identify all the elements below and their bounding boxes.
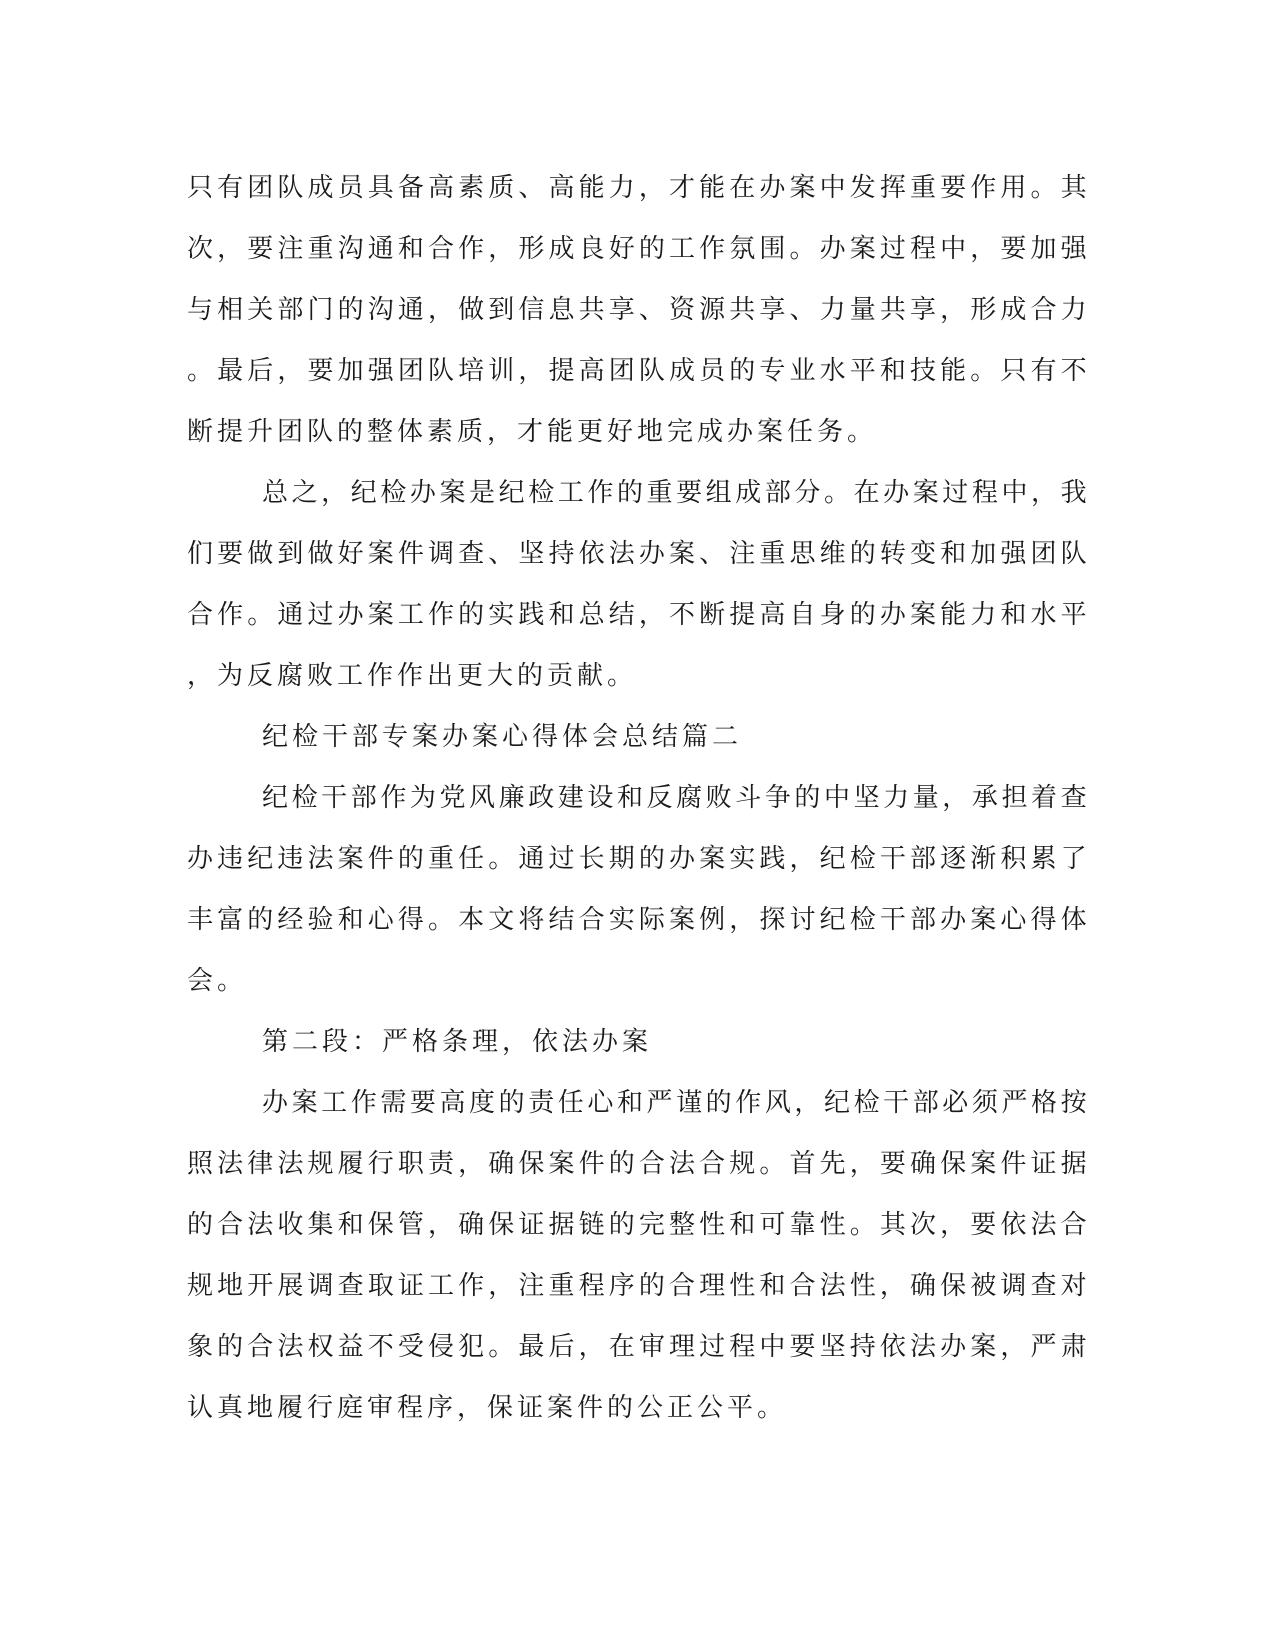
text-line: 丰 富 的 经 验 和 心 得 。 本 文 将 结 合 实 际 案 例 ， 探 讨 纪 检 干 部 办 案 心 得 体 (187, 905, 1087, 935)
document-body (187, 158, 1087, 1439)
text-line: 第二段：严格条理，依法办案 (262, 1027, 653, 1057)
text-line: 次 ， 要 注 重 沟 通 和 合 作 ， 形 成 良 好 的 工 作 氛 围 。 办 案 过 程 中 ， 要 加 强 (187, 234, 1087, 264)
text-line: 合 作 。 通 过 办 案 工 作 的 实 践 和 总 结 ， 不 断 提 高 自 身 的 办 案 能 力 和 水 平 (187, 600, 1087, 630)
text-line: 规 地 开 展 调 查 取 证 工 作 ， 注 重 程 序 的 合 理 性 和 合 法 性 ， 确 保 被 调 查 对 (187, 1271, 1087, 1301)
text-line: ，为反腐败工作作出更大的贡献。 (187, 661, 638, 691)
text-line: 总 之 ， 纪 检 办 案 是 纪 检 工 作 的 重 要 组 成 部 分 。 在 办 案 过 程 中 ， 我 (262, 478, 1087, 508)
text-line: 。 最 后 ， 要 加 强 团 队 培 训 ， 提 高 团 队 成 员 的 专 业 水 平 和 技 能 。 只 有 不 (187, 356, 1087, 386)
text-line: 办 案 工 作 需 要 高 度 的 责 任 心 和 严 谨 的 作 风 ， 纪 检 干 部 必 须 严 格 按 (262, 1088, 1087, 1118)
text-line: 纪检干部专案办案心得体会总结篇二 (262, 722, 743, 752)
text-line: 纪 检 干 部 作 为 党 风 廉 政 建 设 和 反 腐 败 斗 争 的 中 坚 力 量 ， 承 担 着 查 (262, 783, 1087, 813)
text-line: 与 相 关 部 门 的 沟 通 ， 做 到 信 息 共 享 、 资 源 共 享 、 力 量 共 享 ， 形 成 合 力 (187, 295, 1087, 325)
text-line: 象 的 合 法 权 益 不 受 侵 犯 。 最 后 ， 在 审 理 过 程 中 要 坚 持 依 法 办 案 ， 严 肃 (187, 1332, 1087, 1362)
text-line: 照 法 律 法 规 履 行 职 责 ， 确 保 案 件 的 合 法 合 规 。 首 先 ， 要 确 保 案 件 证 据 (187, 1149, 1087, 1179)
text-line: 只 有 团 队 成 员 具 备 高 素 质 、 高 能 力 ， 才 能 在 办 案 中 发 挥 重 要 作 用 。 其 (187, 173, 1087, 203)
text-line: 会。 (187, 966, 248, 996)
text-line: 断提升团队的整体素质，才能更好地完成办案任务。 (187, 417, 878, 447)
text-line: 的 合 法 收 集 和 保 管 ， 确 保 证 据 链 的 完 整 性 和 可 靠 性 。 其 次 ， 要 依 法 合 (187, 1210, 1087, 1240)
text-line: 认真地履行庭审程序，保证案件的公正公平。 (187, 1393, 788, 1423)
text-line: 们 要 做 到 做 好 案 件 调 查 、 坚 持 依 法 办 案 、 注 重 思 维 的 转 变 和 加 强 团 队 (187, 539, 1087, 569)
text-line: 办 违 纪 违 法 案 件 的 重 任 。 通 过 长 期 的 办 案 实 践 ， 纪 检 干 部 逐 渐 积 累 了 (187, 844, 1087, 874)
